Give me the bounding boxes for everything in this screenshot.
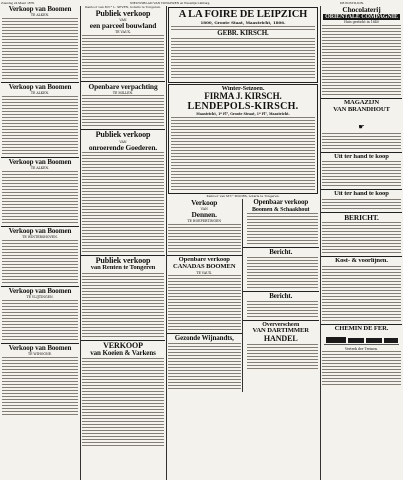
- ad-title: Verkoop van Boomen: [8, 228, 72, 235]
- ad-boomen-3: [1, 159, 79, 225]
- ad-body-text: [322, 25, 401, 97]
- banner-text: [171, 26, 315, 30]
- ad-place: TE HOEPERTINGEN: [187, 219, 222, 224]
- ad-boomen-6: [1, 345, 79, 417]
- ad-title: Verkoop van Boomen: [8, 345, 72, 352]
- train-timetable: [322, 351, 401, 387]
- pointing-hand-icon: ☛: [358, 122, 365, 131]
- ad-body-text: [247, 213, 319, 246]
- ad-body-text: [322, 161, 401, 188]
- ad-title: van Renten te Tongeren: [90, 265, 156, 272]
- ad-title: Openbaar verkoop: [253, 199, 309, 207]
- ad-body-text: [2, 18, 78, 81]
- ad-title: Bericht.: [269, 249, 293, 257]
- ad-place: TE WINTERSHOVEN.: [22, 235, 58, 240]
- ad-title: Boomen & Schaakhout: [252, 206, 310, 213]
- ad-body-text: [82, 95, 164, 128]
- ad-body-text: [2, 240, 78, 285]
- ad-title: CHEMIN DE FER.: [334, 325, 389, 332]
- ad-subtitle: Huis gesticht in 1840: [344, 20, 379, 25]
- ad-subtitle: VAN: [200, 207, 208, 212]
- ad-title: Chocolaterij: [342, 6, 381, 14]
- ad-title: Verkoop van Boomen: [8, 159, 72, 166]
- ad-title: een parceel bouwland: [89, 22, 157, 31]
- banner-address: 1800, Groote Staat, Maastricht, 1806.: [200, 20, 286, 26]
- ad-title: Kost- & voorlijnen.: [335, 258, 388, 265]
- ad-title: Uit ter hand te koop: [334, 191, 389, 198]
- ad-price-list: [171, 117, 315, 192]
- ad-body-text: [2, 300, 78, 342]
- ad-body-text: [322, 199, 401, 211]
- ad-body-text: [247, 344, 319, 371]
- ad-title: Verkoop van Boomen: [8, 84, 72, 91]
- ad-season: Winter-Seizoen.: [221, 85, 265, 92]
- banner-firm: GEBR. KIRSCH.: [217, 30, 269, 38]
- header-title: NIEUWSBLAD VAN TONGEREN en Westelijk Limburg.: [130, 0, 211, 5]
- column-4: [321, 6, 402, 480]
- ad-body-text: [82, 35, 164, 80]
- ad-title: Openbare verpachting: [88, 82, 158, 91]
- ad-title: van Koeien & Varkens: [90, 350, 156, 358]
- ad-body-text: [247, 301, 319, 319]
- ad-body-text: [322, 133, 401, 151]
- ad-title: onroerende Goederen.: [88, 143, 158, 152]
- ad-body-text: [2, 171, 78, 225]
- ad-title: HANDEL: [263, 335, 298, 344]
- ad-firm: FIRMA J. KIRSCH.: [204, 92, 282, 102]
- ad-body-text: [2, 357, 78, 417]
- ad-body-text: [168, 224, 241, 254]
- train-illustration: [324, 334, 399, 346]
- ad-place: TE VLIJTINGEN.: [26, 295, 54, 300]
- ad-title: Uit ter hand te koop: [334, 154, 389, 161]
- ad-firm-name: LENDEPOLS-KIRSCH.: [187, 101, 299, 112]
- ad-title: BERICHT.: [344, 213, 379, 222]
- ad-subtitle: VAN: [119, 139, 127, 144]
- ad-body-text: [168, 275, 241, 332]
- ad-body-text: [168, 343, 241, 391]
- ad-title: Bericht.: [269, 293, 293, 301]
- ad-title: Dennen.: [191, 211, 217, 220]
- notary-office: Kantoor van M®° MOORS, notaris te Tongeren.: [206, 195, 280, 199]
- ad-title: Verkoop van Boomen: [8, 288, 72, 295]
- ad-banner: ORIENTALE COMPAGNIE: [323, 14, 400, 20]
- ad-place: TE WIHOGNE.: [27, 352, 53, 357]
- ad-body-text: [322, 266, 401, 323]
- ad-title: Publiek verkoop: [95, 131, 151, 140]
- ad-boomen-4: [1, 228, 79, 285]
- ad-title: Oververscheen: [262, 322, 300, 329]
- ad-boomen-1: [1, 6, 79, 81]
- ad-title: Publiek verkoop: [95, 257, 151, 266]
- ad-body-text: [82, 152, 164, 254]
- ad-address: Maastricht, 1º Fl°, Groote Straat, 1º Fl°, Maastricht.: [196, 112, 290, 117]
- banner-title: A LA FOIRE DE LEIPZICH: [178, 9, 308, 20]
- ad-title: Verkoop van Boomen: [8, 6, 72, 13]
- header-paper: DE POSTILJON.: [340, 0, 364, 5]
- ad-body-text: [2, 96, 78, 156]
- ad-title: VAN DARTIMMER: [252, 328, 309, 335]
- ad-title: Gezonde Wijnandts,: [174, 335, 234, 343]
- ad-boomen-5: [1, 288, 79, 342]
- notary-office: Kantoor van M®° L. SEVEN, notaris te Tongeren.: [85, 6, 161, 9]
- column-3: [167, 6, 319, 480]
- banner-body-text: [171, 38, 315, 80]
- kirsch-banner: [168, 7, 318, 83]
- ad-title: MAGAZIJN: [343, 99, 380, 106]
- ad-title: Publiek verkoop: [95, 9, 151, 18]
- ad-boomen-2: [1, 84, 79, 156]
- ad-place: TE ALKEN.: [30, 91, 50, 96]
- ad-subtitle: VAN: [119, 18, 127, 23]
- ad-place: TE VAUX.: [196, 270, 213, 275]
- ad-body-text: [82, 358, 164, 448]
- column-2: [81, 6, 165, 480]
- ad-title: Verkoop: [191, 199, 218, 208]
- ad-title: CANADAS BOOMEN: [172, 263, 236, 270]
- column-3-right: [243, 199, 320, 391]
- ad-title: VERKOOP: [103, 341, 143, 350]
- ad-subtitle: Vertrek der Treinen.: [344, 346, 379, 351]
- ad-title: Openbare verkoop: [178, 256, 230, 263]
- ad-body-text: [247, 257, 319, 290]
- ad-place: TE ALKEN.: [30, 13, 50, 18]
- ad-body-text: [82, 273, 164, 339]
- ad-place: TE MILLEN.: [112, 90, 134, 95]
- header-date: Zaterdag 24 Maart 1878.: [1, 0, 35, 5]
- ad-place: TE VAUX.: [115, 30, 131, 35]
- ad-place: TE ALKEN.: [30, 166, 50, 171]
- ad-title: VAN BRANDHOUT: [333, 106, 390, 113]
- lendepols-kirsch-ad: [168, 84, 318, 195]
- column-3-left: [167, 199, 243, 391]
- ad-body-text: [322, 222, 401, 255]
- column-1: [1, 6, 79, 480]
